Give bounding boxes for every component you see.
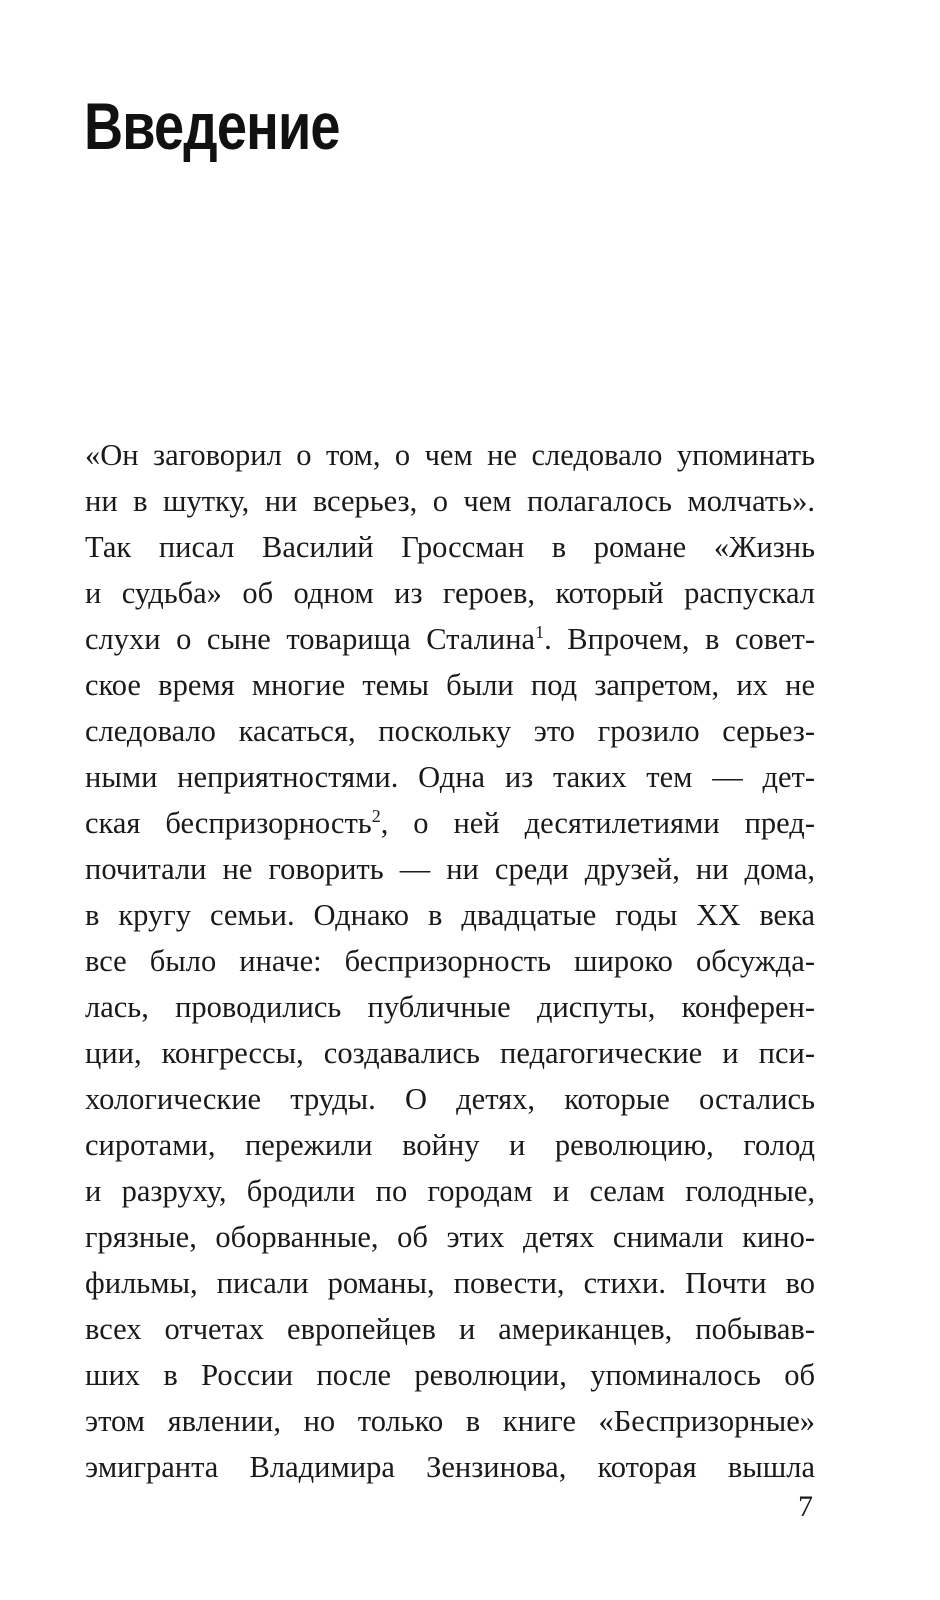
- line-text: хологические труды. О детях, которые остались: [85, 1082, 815, 1116]
- line-text: ская беспризорность: [85, 806, 372, 840]
- line-text: лась, проводились публичные диспуты, конферен-: [85, 990, 815, 1024]
- line-text: всех отчетах европейцев и американцев, побывав-: [85, 1312, 815, 1346]
- footnote-marker[interactable]: 1: [535, 621, 545, 642]
- text-line: [85, 1260, 815, 1306]
- text-line: [85, 754, 815, 800]
- text-line: [85, 1444, 815, 1490]
- footnote-marker[interactable]: 2: [371, 805, 381, 826]
- text-line: [85, 984, 815, 1030]
- text-line: [85, 524, 815, 570]
- line-text: ными неприятностями. Одна из таких тем — дет-: [85, 760, 815, 794]
- text-line: [85, 1076, 815, 1122]
- line-text: в кругу семьи. Однако в двадцатые годы XX века: [85, 898, 815, 932]
- line-text: этом явлении, но только в книге «Беспризорные»: [85, 1404, 815, 1438]
- line-text: ни в шутку, ни всерьез, о чем полагалось молчать».: [85, 484, 815, 518]
- line-text: и разруху, бродили по городам и селам голодные,: [85, 1174, 815, 1208]
- page-number: 7: [798, 1490, 813, 1523]
- text-line: [85, 1214, 815, 1260]
- text-line: [85, 1168, 815, 1214]
- text-line: [85, 708, 815, 754]
- line-text: грязные, оборванные, об этих детях снимали кино-: [85, 1220, 815, 1254]
- text-line: [85, 1352, 815, 1398]
- text-line: [85, 800, 815, 846]
- line-text: ших в России после революции, упоминалось об: [85, 1358, 815, 1392]
- line-text: и судьба» об одном из героев, который распускал: [85, 576, 815, 610]
- line-text: почитали не говорить — ни среди друзей, ни дома,: [85, 852, 815, 886]
- line-text: все было иначе: беспризорность широко обсужда-: [85, 944, 815, 978]
- text-line: [85, 1306, 815, 1352]
- text-line: [85, 1398, 815, 1444]
- line-text: слухи о сыне товарища Сталина: [85, 622, 536, 656]
- text-line: [85, 616, 815, 662]
- text-line: [85, 432, 815, 478]
- text-line: [85, 662, 815, 708]
- chapter-heading: Введение: [84, 89, 340, 163]
- line-text-continued: , о ней десятилетиями пред-: [380, 806, 815, 840]
- line-text: следовало касаться, поскольку это грозило серьез-: [85, 714, 815, 748]
- line-text: фильмы, писали романы, повести, стихи. Почти во: [85, 1266, 815, 1300]
- text-line: [85, 1030, 815, 1076]
- text-line: [85, 1122, 815, 1168]
- line-text-continued: . Впрочем, в совет-: [544, 622, 815, 656]
- text-line: [85, 478, 815, 524]
- line-text: эмигранта Владимира Зензинова, которая вышла: [85, 1450, 815, 1484]
- text-line: [85, 846, 815, 892]
- line-text: «Он заговорил о том, о чем не следовало упоминать: [85, 438, 815, 472]
- body-paragraph: [85, 432, 815, 1490]
- line-text: Так писал Василий Гроссман в романе «Жизнь: [85, 530, 815, 564]
- line-text: сиротами, пережили войну и революцию, голод: [85, 1128, 815, 1162]
- text-line: [85, 938, 815, 984]
- text-line: [85, 570, 815, 616]
- line-text: ции, конгрессы, создавались педагогические и пси-: [85, 1036, 815, 1070]
- text-line: [85, 892, 815, 938]
- line-text: ское время многие темы были под запретом, их не: [85, 668, 815, 702]
